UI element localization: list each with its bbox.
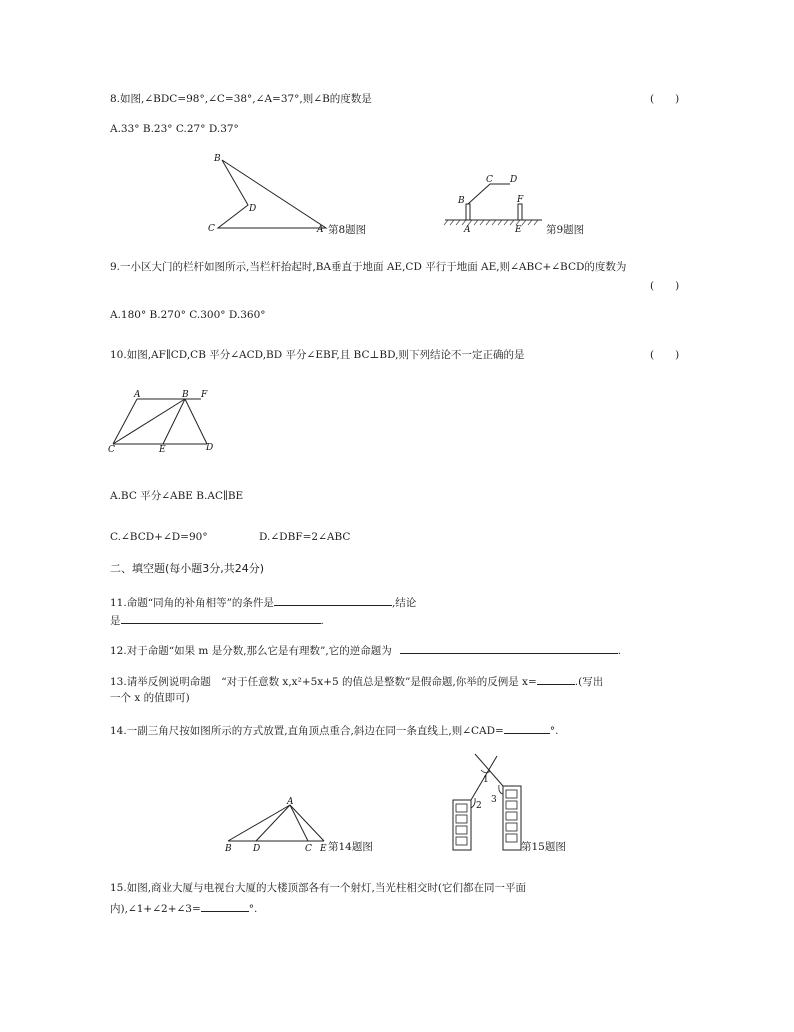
q15-blank[interactable] (201, 900, 249, 912)
q10-stem: 10.如图,AF∥CD,CB 平分∠ACD,BD 平分∠EBF,且 BC⊥BD,则下列结论不一定正确的是 (110, 349, 525, 361)
q11-blank-condition[interactable] (274, 594, 392, 606)
q9-label-d: D (510, 175, 518, 185)
q14-label-a: A (287, 797, 294, 807)
section-title: 二、填空题(每小题3分,共24分) (110, 562, 265, 575)
q9-label-a: A (464, 225, 471, 235)
q9-figure (440, 170, 550, 240)
q8-label-b: B (214, 154, 221, 164)
q8-label-a: A (317, 225, 324, 235)
q8-caption: 第8题图 (328, 224, 367, 236)
q15-text-b: °. (248, 903, 258, 915)
q9-label-f: F (517, 195, 524, 205)
q14-label-c: C (305, 844, 312, 854)
q9-answer-paren: ( ) (650, 280, 680, 292)
q15-figure (445, 752, 525, 857)
q8-figure (200, 150, 340, 240)
q9-stem: 9.一小区大门的栏杆如图所示,当栏杆抬起时,BA垂直于地面 AE,CD 平行于地面 AE,则∠ABC+∠BCD的度数为 (110, 261, 627, 273)
q12-text-b: . (617, 645, 622, 657)
q8-answer-paren: ( ) (650, 93, 680, 105)
q13-line2: 一个 x 的值即可) (110, 692, 190, 704)
q10-label-f: F (201, 390, 208, 400)
q13-blank[interactable] (537, 673, 575, 685)
q15-line2 (110, 900, 257, 916)
q12-text-a: 12.对于命题“如果 m 是分数,那么它是有理数”,它的逆命题为 (110, 645, 392, 657)
q10-label-b: B (182, 390, 189, 400)
q15-line1: 15.如图,商业大厦与电视台大厦的大楼顶部各有一个射灯,当光柱相交时(它们都在同一平面 (110, 882, 526, 894)
q8-label-c: C (208, 224, 215, 234)
q10-option-ab: A.BC 平分∠ABE B.AC∥BE (110, 490, 244, 502)
q9-label-b: B (458, 196, 465, 206)
q8-label-d: D (249, 204, 257, 214)
q11-text-b: ,结论 (391, 597, 417, 609)
q10-option-d: D.∠DBF=2∠ABC (259, 531, 351, 543)
q12-line (110, 642, 621, 658)
q15-angle-1: 1 (483, 775, 489, 785)
q13-text-a: 13.请举反例说明命题 “对于任意数 x,x²+5x+5 的值总是整数”是假命题,你举的反例是 x= (110, 676, 537, 688)
q12-blank[interactable] (400, 642, 618, 654)
q10-figure (105, 388, 225, 458)
q14-line (110, 722, 558, 738)
q11-text-d: . (320, 615, 324, 627)
q14-caption: 第14题图 (328, 841, 373, 853)
q11-blank-conclusion[interactable] (121, 612, 321, 624)
q8-stem: 8.如图,∠BDC=98°,∠C=38°,∠A=37°,则∠B的度数是 (110, 93, 372, 105)
q14-text-b: °. (549, 725, 559, 737)
q15-caption: 第15题图 (521, 841, 566, 853)
q11-text-a: 11.命题“同角的补角相等”的条件是 (110, 597, 274, 609)
q14-label-e: E (320, 844, 327, 854)
q14-label-d: D (253, 844, 261, 854)
q9-caption: 第9题图 (546, 224, 585, 236)
q8-options: A.33° B.23° C.27° D.37° (110, 123, 239, 135)
q9-label-e: E (515, 225, 522, 235)
q10-label-d: D (206, 443, 214, 453)
q10-label-a: A (134, 390, 141, 400)
q11-text-c: 是 (110, 615, 121, 627)
q14-text-a: 14.一副三角尺按如图所示的方式放置,直角顶点重合,斜边在同一条直线上,则∠CAD= (110, 725, 504, 737)
q10-answer-paren: ( ) (650, 349, 680, 361)
q15-text-a: 内),∠1+∠2+∠3= (110, 903, 201, 915)
q10-label-c: C (108, 445, 115, 455)
q15-angle-2: 2 (476, 801, 482, 811)
q14-label-b: B (225, 844, 232, 854)
q15-angle-3: 3 (491, 795, 497, 805)
q14-figure (222, 795, 332, 855)
q14-blank[interactable] (504, 722, 550, 734)
q10-label-e: E (159, 445, 166, 455)
q10-option-c: C.∠BCD+∠D=90° (110, 531, 208, 543)
q11-line1 (110, 594, 416, 610)
q13-text-b: .(写出 (574, 676, 604, 688)
q11-line2 (110, 612, 324, 628)
q13-line1 (110, 673, 603, 689)
q9-options: A.180° B.270° C.300° D.360° (110, 309, 266, 321)
q9-label-c: C (486, 175, 493, 185)
